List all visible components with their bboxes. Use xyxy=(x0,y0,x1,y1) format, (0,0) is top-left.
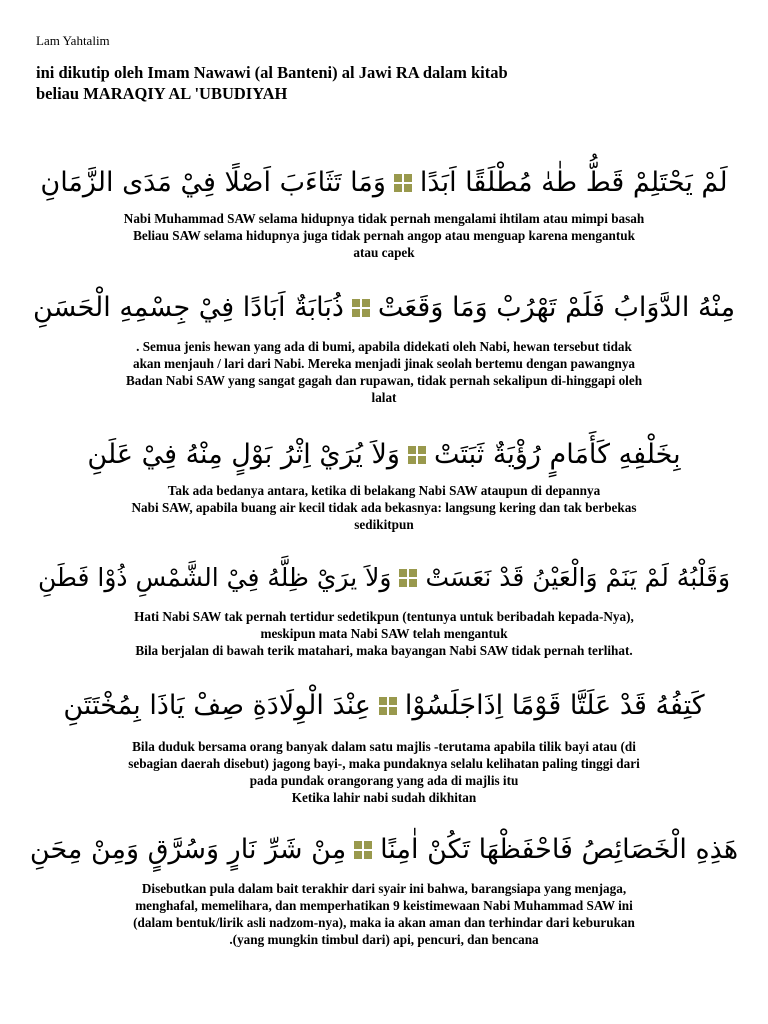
verse-hemistich-second: وَلاَ يُرَيْ اِثْرُ بَوْلٍ مِنْهُ فِيْ عَلَنِ xyxy=(87,439,400,470)
translation-line: (dalam bentuk/lirik asli nadzom-nya), maka ia akan aman dan terhindar dari keburukan xyxy=(133,915,635,930)
four-square-separator-icon xyxy=(352,299,370,317)
translation-line: Bila berjalan di bawah terik matahari, maka bayangan Nabi SAW tidak pernah terlihat. xyxy=(135,643,633,658)
translation-line: sebagian daerah disebut) jagong bayi-, maka pundaknya selalu kelihatan paling tinggi dari xyxy=(128,756,640,771)
heading-line: beliau MARAQIY AL 'UBUDIYAH xyxy=(36,84,288,103)
verse-hemistich-second: وَلاَ يرَيْ ظِلَّهُ فِيْ الشَّمْسِ ذُوْا فَطَنِ xyxy=(37,563,392,592)
translation-line: Bila duduk bersama orang banyak dalam satu majlis -terutama apabila tilik bayi atau (di xyxy=(132,739,636,754)
translation-line: Disebutkan pula dalam bait terakhir dari syair ini bahwa, barangsiapa yang menjaga, xyxy=(141,881,627,896)
verse-hemistich-second: عِنْدَ الْوِلَادَةِ صِفْ يَاذَا بِمُخْتَتَنِ xyxy=(63,690,371,721)
translation-line: atau capek xyxy=(353,245,415,260)
four-square-separator-icon xyxy=(394,174,412,192)
translation-line: lalat xyxy=(371,390,397,405)
verse-line xyxy=(30,160,738,206)
translation-line: Ketika lahir nabi sudah dikhitan xyxy=(291,790,477,805)
verse-translation xyxy=(30,608,738,659)
verse-hemistich-first: لَمْ يَحْتَلِمْ قَطُّ طٰهٰ مُطْلَقًا اَبَدًا xyxy=(419,167,728,198)
four-square-separator-icon xyxy=(399,569,417,587)
translation-line: meskipun mata Nabi SAW telah mengantuk xyxy=(260,626,508,641)
verse-line xyxy=(30,827,738,873)
verse-translation xyxy=(30,338,738,406)
verse-line xyxy=(30,432,738,478)
document-heading xyxy=(36,62,736,104)
verse-hemistich-first: بِخَلْفِهِ كَأَمَامٍ رُؤْيَةٌ ثَبَتَتْ xyxy=(433,439,681,470)
translation-line: Hati Nabi SAW tak pernah tertidur sedetikpun (tentunya untuk beribadah kepada-Nya), xyxy=(134,609,634,624)
verse-hemistich-first: مِنْهُ الدَّوَابُ فَلَمْ تَهْرُبْ وَمَا وَقَعَتْ xyxy=(377,292,736,323)
verse-line xyxy=(30,683,738,729)
four-square-separator-icon xyxy=(379,697,397,715)
translation-line: Nabi Muhammad SAW selama hidupnya tidak pernah mengalami ihtilam atau mimpi basah xyxy=(123,211,645,226)
verse-translation xyxy=(30,210,738,261)
four-square-separator-icon xyxy=(354,841,372,859)
translation-line: .(yang mungkin timbul dari) api, pencuri, dan bencana xyxy=(229,932,539,947)
document-top-label: Lam Yahtalim xyxy=(36,33,110,48)
verse-hemistich-first: كَتِفُهُ قَدْ عَلَتَّا قَوْمًا اِذَاجَلَسُوْا xyxy=(404,690,705,721)
translation-line: akan menjauh / lari dari Nabi. Mereka menjadi jinak seolah bertemu dengan pawangnya xyxy=(132,356,636,371)
verse-hemistich-first: وَقَلْبُهُ لَمْ يَنَمْ وَالْعَيْنُ قَدْ نَعَسَتْ xyxy=(425,563,731,592)
verse-line xyxy=(30,555,738,601)
translation-line: pada pundak orangorang yang ada di majlis itu xyxy=(249,773,519,788)
translation-line: Tak ada bedanya antara, ketika di belakang Nabi SAW ataupun di depannya xyxy=(167,483,601,498)
verse-hemistich-first: هَذِهِ الْخَصَائِصُ فَاحْفَظْهَا تَكُنْ اٰمِنًا xyxy=(380,834,739,865)
translation-line: Nabi SAW, apabila buang air kecil tidak ada bekasnya: langsung kering dan tak berbekas xyxy=(131,500,637,515)
verse-translation xyxy=(30,880,738,948)
verse-line xyxy=(30,285,738,331)
verse-hemistich-second: ذُبَابَةٌ اَبَادًا فِيْ جِسْمِهِ الْحَسَنِ xyxy=(32,292,344,323)
verse-hemistich-second: وَمَا تَثَاءَبَ اَصْلًا فِيْ مَدَى الزَّمَانِ xyxy=(40,167,386,198)
translation-line: Badan Nabi SAW yang sangat gagah dan rupawan, tidak pernah sekalipun di-hinggapi oleh xyxy=(125,373,643,388)
translation-line: Beliau SAW selama hidupnya juga tidak pernah angop atau menguap karena mengantuk xyxy=(133,228,635,243)
translation-line: . Semua jenis hewan yang ada di bumi, apabila didekati oleh Nabi, hewan tersebut tidak xyxy=(136,339,632,354)
translation-line: menghafal, memelihara, dan memperhatikan 9 keistimewaan Nabi Muhammad SAW ini xyxy=(135,898,633,913)
verse-hemistich-second: مِنْ شَرِّ نَارٍ وَسُرَّقٍ وَمِنْ مِحَنِ xyxy=(29,834,347,865)
verse-translation xyxy=(30,738,738,806)
heading-line: ini dikutip oleh Imam Nawawi (al Banteni) al Jawi RA dalam kitab xyxy=(36,63,508,82)
verse-translation xyxy=(30,482,738,533)
four-square-separator-icon xyxy=(408,446,426,464)
translation-line: sedikitpun xyxy=(354,517,414,532)
